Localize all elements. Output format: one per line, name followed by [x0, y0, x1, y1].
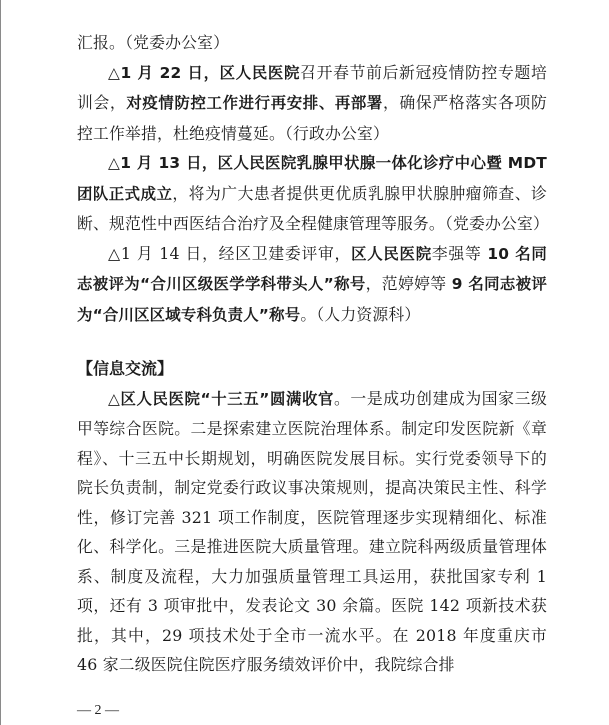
bold-run: 10 名同志被评为“合川区级医学学科带头人”称号 — [77, 244, 547, 293]
text-run: ，将为广大患者提供更优质乳腺甲状腺肿瘤筛查、诊断、规范性中西医结合治疗及全程健康管理等服务。（党委办公室） — [77, 183, 550, 233]
text-run: ，范婷婷等 — [365, 274, 452, 293]
bold-run: 区人民医院 — [351, 244, 432, 263]
section-heading: 【信息交流】 — [77, 359, 174, 378]
news-item-jan13 — [77, 148, 550, 239]
document-page — [77, 28, 550, 680]
text-run: △1 月 14 日，经区卫建委评审， — [108, 243, 352, 263]
bold-run: △区人民医院“十三五”圆满收官 — [108, 389, 335, 408]
section-gap — [77, 330, 547, 354]
bold-run: △1 月 13 日，区人民医院乳腺甲状腺一体化诊疗中心暨 MDT 团队正式成立 — [77, 154, 547, 203]
bold-run: 9 名同志被评为“合川区区域专科负责人”称号 — [77, 275, 547, 324]
page-number: — 2 — — [77, 703, 119, 718]
text-run: 汇报。（党委办公室） — [77, 33, 230, 52]
paragraph-continuation — [77, 28, 547, 58]
text-run: 。一是成功创建成为国家三级甲等综合医院。二是探索建立医院治理体系。制定印发医院新《章程》、十三五中长期规划，明确医院发展目标。实行党委领导下的院长负责制，制定党委行政议事决策规则，提高决策民主性、科学性，修订完善 321 项工作制度，医院管理逐步实现精细化、标准化、科学化。三是推进医院大质量管理。建立院科两级质量管理体系、制度及流程，大力加强质量管理工具运用，获批国家专利 1 项，还有 3 项审批中，发表论文 30 余篇。医院 142 项新技术获批，其中，29 项技术处于全市一流水平。在 2018 年度重庆市 46 家二级医院住院医疗服务绩效评价中，我院综合排 — [77, 388, 547, 674]
page-edge-line — [0, 0, 1, 725]
news-item-summary — [77, 384, 547, 680]
bold-run: △1 月 22 日，区人民医院 — [108, 63, 301, 82]
bold-run: 对疫情防控工作进行再安排、再部署 — [126, 94, 383, 112]
news-item-jan14 — [77, 239, 547, 331]
text-run: 李强等 — [431, 243, 488, 263]
text-run: 。（人力资源科） — [300, 304, 421, 324]
text-run: ，确保严格落实各项防控工作举措，杜绝疫情蔓延。（行政办公室） — [77, 93, 547, 143]
news-item-jan22 — [77, 58, 547, 149]
text-run: 召开春节前后新冠疫情防控专题培训会， — [77, 62, 547, 112]
